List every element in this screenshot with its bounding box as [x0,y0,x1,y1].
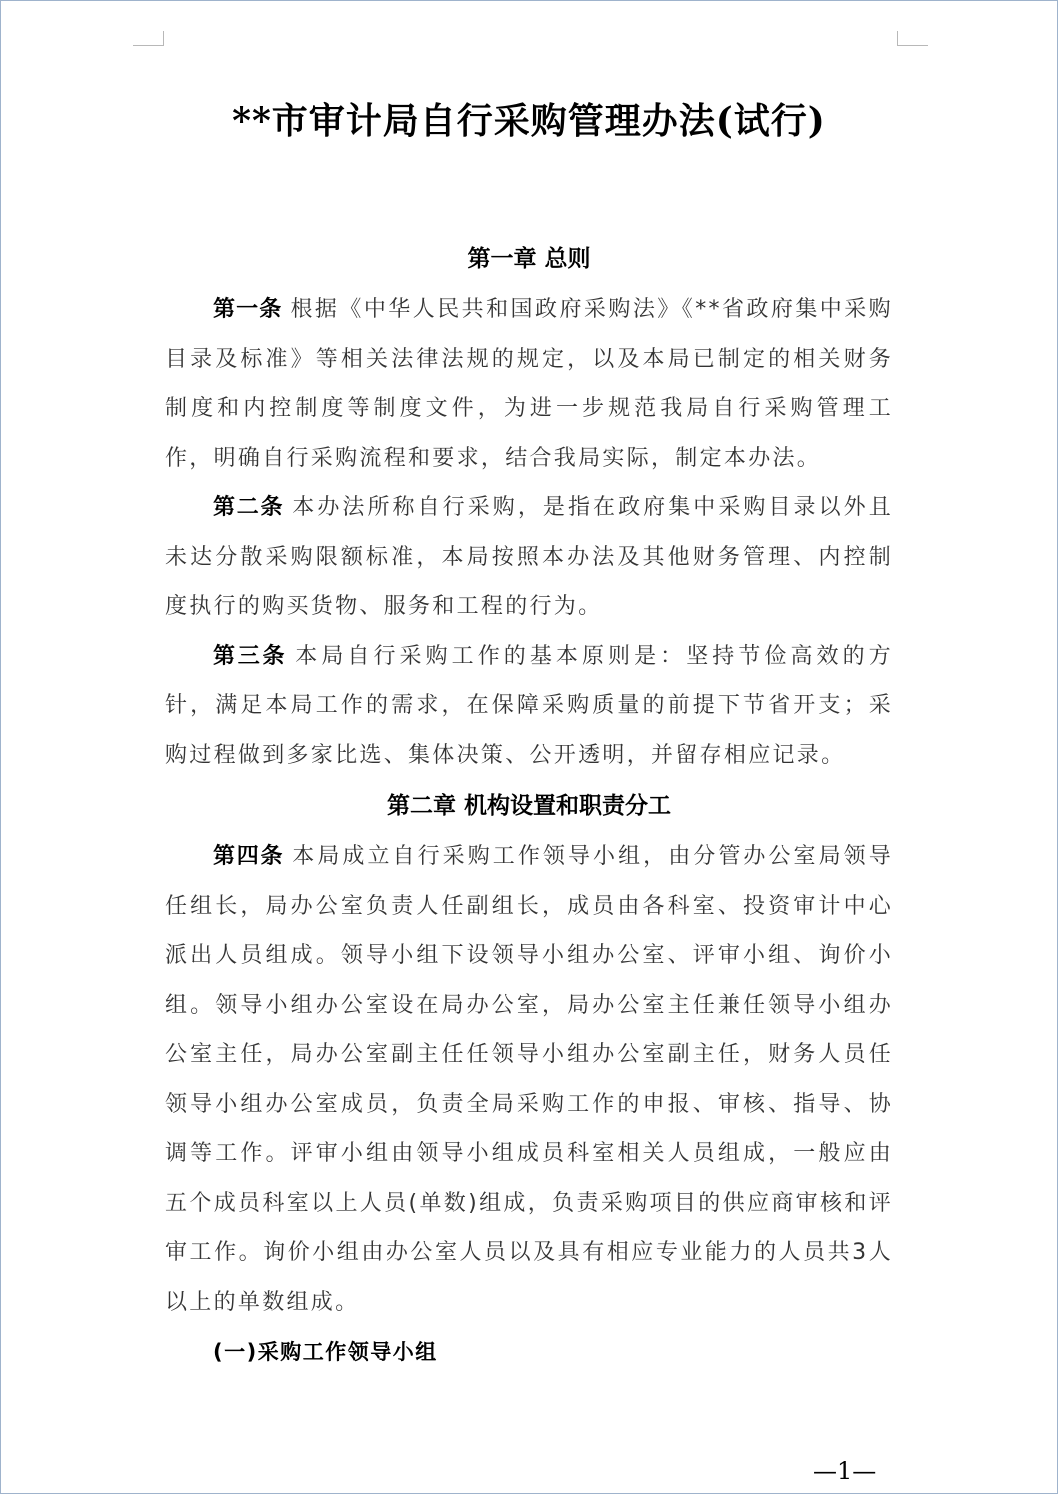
page-number: —1— [813,1457,877,1485]
article-2-lead: 第二条 [213,495,285,520]
article-1-lead: 第一条 [213,297,283,322]
crop-mark-top-left [133,31,164,46]
article-4-lead: 第四条 [213,844,285,869]
article-3-text: 本局自行采购工作的基本原则是：坚持节俭高效的方针，满足本局工作的需求，在保障采购质量的前提下节省开支；采购过程做到多家比选、集体决策、公开透明，并留存相应记录。 [165,643,893,768]
article-1-text: 根据《中华人民共和国政府采购法》《**省政府集中采购目录及标准》等相关法律法规的规定，以及本局已制定的相关财务制度和内控制度等制度文件，为进一步规范我局自行采购管理工作，明确自行采购流程和要求，结合我局实际，制定本办法。 [165,297,893,471]
article-4-text: 本局成立自行采购工作领导小组，由分管办公室局领导任组长，局办公室负责人任副组长，成员由各科室、投资审计中心派出人员组成。领导小组下设领导小组办公室、评审小组、询价小组。领导小组办公室设在局办公室，局办公室主任兼任领导小组办公室主任，局办公室副主任任领导小组办公室副主任，财务人员任领导小组办公室成员，负责全局采购工作的申报、审核、指导、协调等工作。评审小组由领导小组成员科室相关人员组成，一般应由五个成员科室以上人员(单数)组成，负责采购项目的供应商审核和评审工作。询价小组由办公室人员以及具有相应专业能力的人员共3人以上的单数组成。 [165,844,893,1315]
chapter-1-heading: 第一章 总则 [467,246,591,272]
document-title: **市审计局自行采购管理办法(试行) [232,100,826,142]
article-3 [165,632,893,781]
chapter-2-heading: 第二章 机构设置和职责分工 [386,793,671,819]
article-2-text: 本办法所称自行采购，是指在政府集中采购目录以外且未达分散采购限额标准，本局按照本办法及其他财务管理、内控制度执行的购买货物、服务和工程的行为。 [165,495,893,619]
section-1-heading: (一)采购工作领导小组 [213,1340,438,1364]
article-3-lead: 第三条 [213,643,288,669]
article-1 [165,285,893,483]
crop-mark-top-right [897,31,928,46]
article-4 [165,832,893,1327]
article-2 [165,483,893,632]
document-body [165,233,893,1377]
